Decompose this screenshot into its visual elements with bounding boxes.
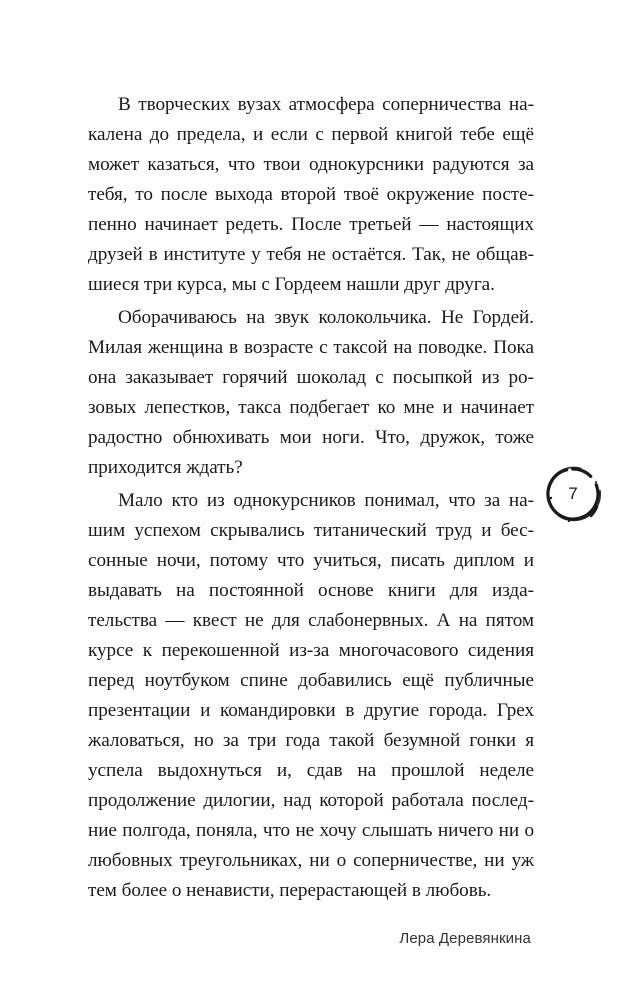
author-name: Лера Деревянкина [399,930,531,947]
paragraph-2: Оборачиваюсь на звук колокольчика. Не Гордей. Милая женщина в возрасте с таксой на поводке. Пока она заказывает горячий шоколад с посыпкой из розовых лепестков, такса подбегает ко мне и начинает радостно обнюхивать мои ноги. Что, дружок, тоже приходится ждать? [88,307,534,478]
page-body [88,90,534,906]
paragraph-1: В творческих вузах атмосфера соперничества накалена до предела, и если с первой книгой тебе ещё может казаться, что твои однокурсники радуются за тебя, то после выхода второй твоё окружение постепенно начинает редеть. После третьей — настоящих друзей в институте у тебя не остаётся. Так, не общавшиеся три курса, мы с Гордеем нашли друг друга. [88,94,534,295]
page-number-badge [541,462,605,526]
page-number: 7 [568,484,578,503]
paragraph-3: Мало кто из однокурсников понимал, что за нашим успехом скрывались титанический труд и бессонные ночи, потому что учиться, писать диплом и выдавать на постоянной основе книги для издательства — квест не для слабонервных. А на пятом курсе к перекошенной из-за многочасового сидения перед ноутбуком спине добавились ещё публичные презентации и командировки в другие города. Грех жаловаться, но за три года такой безумной гонки я успела выдохнуться и, сдав на прошлой неделе продолжение дилогии, над которой работала последние полгода, поняла, что не хочу слышать ничего ни о любовных треугольниках, ни о соперничестве, ни уж тем более о ненависти, перерастающей в любовь. [88,490,534,901]
